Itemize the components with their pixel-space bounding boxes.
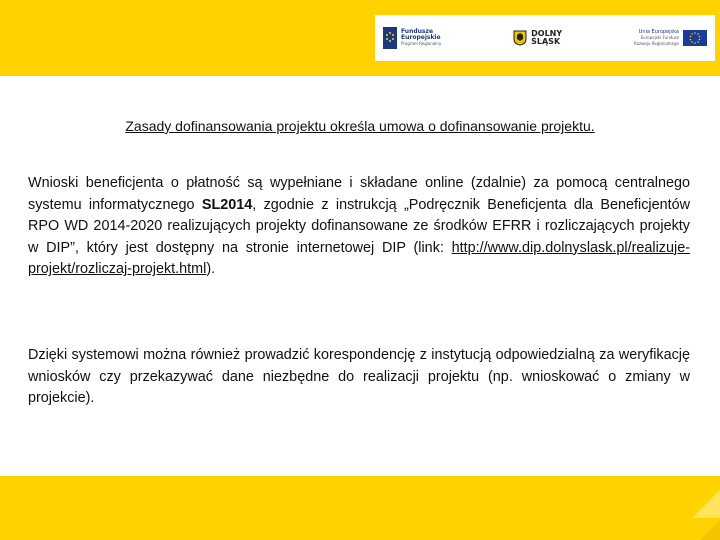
paragraph-wnioski: [28, 173, 690, 281]
ds-line2: ŚLĄSK: [531, 37, 561, 46]
fundusze-europejskie-logo: [383, 27, 441, 49]
paragraph1-text-a: Wnioski beneficjenta o płatność są wypełniane i składane online (zdalnie) za pomocą centralnego systemu informatycznego: [28, 175, 690, 213]
dolny-slask-logo: [513, 30, 562, 46]
fe-line3: Program Regionalny: [401, 41, 442, 46]
fe-emblem-icon: [383, 27, 397, 49]
sl2014-bold: SL2014: [201, 196, 253, 213]
paragraph1-text-c: ).: [206, 261, 216, 278]
fe-line2: Europejskie: [401, 34, 441, 41]
ue-line2: Europejski Fundusz: [640, 35, 679, 40]
coat-of-arms-icon: [513, 30, 527, 46]
unia-europejska-logo: [634, 29, 707, 47]
decorative-chevrons-icon: [640, 476, 720, 540]
ue-line3: Rozwoju Regionalnego: [633, 41, 679, 46]
paragraph1-text-b: , zgodnie z instrukcją „Podręcznik Beneficjenta dla Beneficjentów RPO WD 2014-2020 realizujących projekty dofinansowane ze środków EFRR i rozliczających projekty w DIP”, który jest dostępny na stronie internetowej DIP (link:: [28, 196, 690, 256]
paragraph-korespondencja: Dzięki systemowi można również prowadzić korespondencję z instytucją odpowiedzialną za weryfikację wniosków czy przekazywać dane niezbędne do realizacji projektu (np. wnioskować o zmiany w projekcie).: [28, 347, 690, 407]
page-title: Zasady dofinansowania projektu określa umowa o dofinansowanie projektu.: [125, 118, 595, 134]
dip-link[interactable]: http://www.dip.dolnyslask.pl/realizuje-projekt/rozliczaj-projekt.html: [28, 239, 690, 278]
logo-strip: [375, 15, 715, 61]
ue-line1: Unia Europejska: [638, 29, 679, 35]
fe-line1: Fundusze: [401, 28, 434, 35]
ds-line1: DOLNY: [531, 29, 563, 38]
eu-flag-icon: [683, 30, 707, 46]
